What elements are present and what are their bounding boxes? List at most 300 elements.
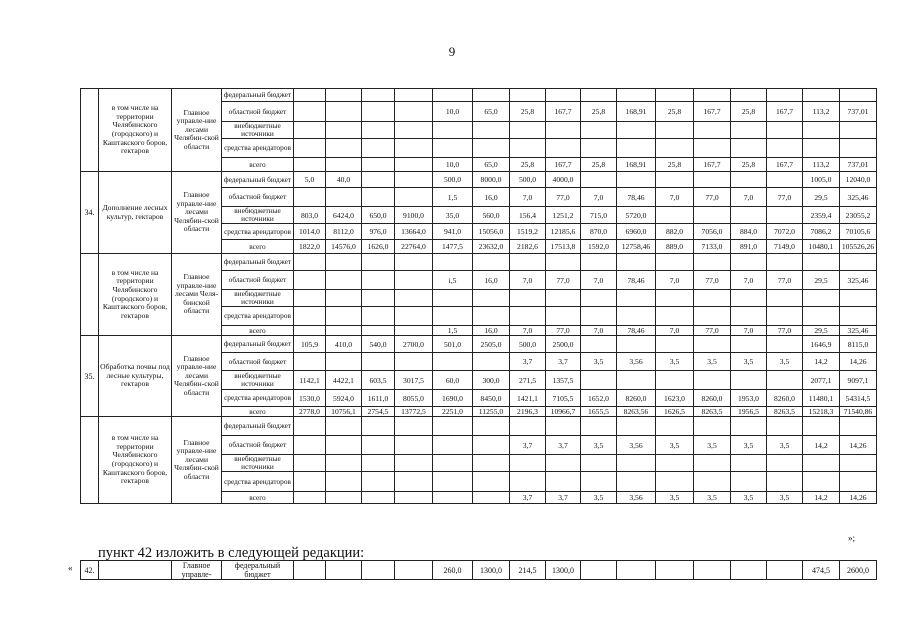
value-cell: 7,0 (656, 271, 694, 290)
value-cell: 8055,0 (395, 390, 433, 407)
value-cell (840, 254, 877, 271)
value-cell (581, 172, 617, 188)
value-cell: 78,46 (617, 188, 656, 207)
value-cell (840, 139, 877, 158)
value-cell: 14,26 (840, 492, 877, 504)
value-cell (326, 472, 362, 492)
value-cell: 7,0 (731, 271, 767, 290)
row-42-resp: Главное управле- (172, 561, 222, 580)
value-cell (546, 89, 581, 102)
value-cell: 8260,0 (694, 390, 731, 407)
value-cell (656, 336, 694, 353)
page-number: 9 (448, 44, 456, 59)
value-cell: 167,7 (694, 158, 731, 172)
amendment-note: пункт 42 изложить в следующей редакции: (98, 545, 365, 561)
value-cell: 7,0 (656, 188, 694, 207)
value-cell: 77,0 (694, 188, 731, 207)
value-cell (767, 122, 803, 139)
value-cell (767, 172, 803, 188)
value-cell (767, 417, 803, 436)
value-cell: 11480,1 (803, 390, 840, 407)
value-cell (294, 122, 326, 139)
responsible-body: Главное управле-ние лесами Челябин-ской области (172, 336, 222, 417)
value-cell: 113,2 (803, 158, 840, 172)
item-number: 34. (81, 172, 99, 254)
value-cell (617, 89, 656, 102)
row-42-cell (617, 561, 656, 580)
value-cell: 9100,0 (395, 207, 433, 224)
value-cell: 7149,0 (767, 240, 803, 254)
value-cell: 1251,2 (546, 207, 581, 224)
funding-source: внебюджетные источники (222, 455, 294, 472)
row-42-desc (99, 561, 172, 580)
value-cell (581, 417, 617, 436)
value-cell (694, 207, 731, 224)
value-cell (767, 254, 803, 271)
value-cell: 29,5 (803, 326, 840, 336)
value-cell: 5924,0 (326, 390, 362, 407)
value-cell: 7,0 (510, 271, 546, 290)
value-cell (294, 271, 326, 290)
value-cell (803, 290, 840, 307)
table-row (81, 417, 877, 436)
value-cell (473, 417, 510, 436)
value-cell (395, 472, 433, 492)
value-cell: 2196,3 (510, 407, 546, 417)
value-cell (510, 290, 546, 307)
value-cell (546, 254, 581, 271)
value-cell: 7133,0 (694, 240, 731, 254)
value-cell (694, 455, 731, 472)
value-cell: 6424,0 (326, 207, 362, 224)
value-cell: 941,0 (433, 224, 473, 240)
value-cell (326, 455, 362, 472)
value-cell (433, 89, 473, 102)
value-cell (326, 492, 362, 504)
value-cell (473, 139, 510, 158)
value-cell (395, 102, 433, 122)
value-cell (395, 436, 433, 455)
value-cell (433, 417, 473, 436)
value-cell (326, 158, 362, 172)
value-cell (581, 307, 617, 326)
value-cell (294, 436, 326, 455)
value-cell: 4000,0 (546, 172, 581, 188)
value-cell: 70105,6 (840, 224, 877, 240)
value-cell (294, 188, 326, 207)
value-cell: 77,0 (546, 326, 581, 336)
value-cell: 1,5 (433, 326, 473, 336)
item-number (81, 254, 99, 336)
value-cell: 1611,0 (362, 390, 395, 407)
value-cell: 501,0 (433, 336, 473, 353)
value-cell (617, 307, 656, 326)
value-cell (767, 472, 803, 492)
value-cell: 10966,7 (546, 407, 581, 417)
value-cell: 77,0 (546, 271, 581, 290)
value-cell (362, 307, 395, 326)
value-cell (362, 188, 395, 207)
value-cell (294, 492, 326, 504)
value-cell: 3,5 (694, 353, 731, 371)
value-cell: 77,0 (546, 188, 581, 207)
value-cell: 25,8 (581, 102, 617, 122)
value-cell (617, 336, 656, 353)
value-cell: 8115,0 (840, 336, 877, 353)
value-cell (803, 254, 840, 271)
value-cell (433, 472, 473, 492)
value-cell: 10756,1 (326, 407, 362, 417)
value-cell: 7,0 (510, 188, 546, 207)
value-cell (617, 472, 656, 492)
value-cell: 17513,8 (546, 240, 581, 254)
value-cell: 891,0 (731, 240, 767, 254)
value-cell: 15056,0 (473, 224, 510, 240)
funding-source: областной бюджет (222, 188, 294, 207)
value-cell: 7,0 (581, 188, 617, 207)
value-cell (473, 436, 510, 455)
value-cell (731, 89, 767, 102)
value-cell: 77,0 (767, 326, 803, 336)
value-cell (581, 290, 617, 307)
value-cell (362, 139, 395, 158)
value-cell: 3,5 (656, 436, 694, 455)
value-cell (840, 122, 877, 139)
value-cell: 300,0 (473, 371, 510, 390)
value-cell: 325,46 (840, 188, 877, 207)
funding-source: областной бюджет (222, 353, 294, 371)
value-cell (546, 307, 581, 326)
item-number (81, 89, 99, 172)
value-cell: 71540,86 (840, 407, 877, 417)
funding-source: всего (222, 492, 294, 504)
row-42-cell: 1300,0 (473, 561, 510, 580)
table-row (81, 89, 877, 102)
value-cell (581, 254, 617, 271)
value-cell (510, 89, 546, 102)
funding-source: средства арендаторов (222, 224, 294, 240)
value-cell: 2182,6 (510, 240, 546, 254)
value-cell: 168,91 (617, 102, 656, 122)
row-42-cell (656, 561, 694, 580)
value-cell (656, 89, 694, 102)
value-cell (510, 254, 546, 271)
value-cell (656, 122, 694, 139)
funding-source: всего (222, 240, 294, 254)
value-cell: 1005,0 (803, 172, 840, 188)
value-cell: 77,0 (694, 271, 731, 290)
value-cell: 78,46 (617, 326, 656, 336)
value-cell: 4422,1 (326, 371, 362, 390)
value-cell (840, 455, 877, 472)
value-cell (581, 472, 617, 492)
row-42-cell (395, 561, 433, 580)
value-cell (656, 207, 694, 224)
funding-source: всего (222, 407, 294, 417)
value-cell: 105,9 (294, 336, 326, 353)
value-cell (294, 290, 326, 307)
value-cell (546, 472, 581, 492)
funding-source: федеральный бюджет (222, 254, 294, 271)
value-cell (803, 122, 840, 139)
value-cell (433, 307, 473, 326)
value-cell (395, 158, 433, 172)
measure-description: в том числе на территории Челябинского (городского) и Каштакского боров, гектаров (99, 254, 172, 336)
value-cell: 1592,0 (581, 240, 617, 254)
value-cell (510, 139, 546, 158)
value-cell (326, 417, 362, 436)
value-cell (362, 326, 395, 336)
row-42-cell: 474,5 (803, 561, 840, 580)
value-cell (326, 89, 362, 102)
value-cell (362, 158, 395, 172)
item-number: 35. (81, 336, 99, 417)
value-cell (617, 254, 656, 271)
value-cell (546, 290, 581, 307)
value-cell: 25,8 (731, 158, 767, 172)
value-cell: 560,0 (473, 207, 510, 224)
value-cell: 3,7 (510, 492, 546, 504)
value-cell: 540,0 (362, 336, 395, 353)
value-cell (294, 472, 326, 492)
value-cell (395, 254, 433, 271)
value-cell: 25,8 (656, 102, 694, 122)
value-cell: 1142,1 (294, 371, 326, 390)
value-cell: 3,5 (581, 492, 617, 504)
value-cell: 803,0 (294, 207, 326, 224)
value-cell (546, 139, 581, 158)
value-cell (840, 307, 877, 326)
value-cell: 1652,0 (581, 390, 617, 407)
row-42-cell (581, 561, 617, 580)
value-cell (395, 290, 433, 307)
value-cell: 16,0 (473, 326, 510, 336)
value-cell (803, 472, 840, 492)
funding-source: областной бюджет (222, 436, 294, 455)
value-cell: 40,0 (326, 172, 362, 188)
value-cell: 3,5 (656, 353, 694, 371)
value-cell: 12040,0 (840, 172, 877, 188)
value-cell: 3,5 (581, 353, 617, 371)
value-cell (362, 89, 395, 102)
value-cell (767, 139, 803, 158)
value-cell (294, 158, 326, 172)
value-cell: 3,56 (617, 436, 656, 455)
value-cell (694, 371, 731, 390)
value-cell: 737,01 (840, 158, 877, 172)
value-cell (326, 353, 362, 371)
value-cell: 10,0 (433, 158, 473, 172)
value-cell: 25,8 (510, 102, 546, 122)
value-cell (840, 472, 877, 492)
value-cell (510, 472, 546, 492)
value-cell (510, 122, 546, 139)
funding-source: всего (222, 326, 294, 336)
value-cell (326, 254, 362, 271)
value-cell (694, 89, 731, 102)
value-cell (433, 139, 473, 158)
value-cell: 14576,0 (326, 240, 362, 254)
value-cell: 882,0 (656, 224, 694, 240)
value-cell: 2505,0 (473, 336, 510, 353)
value-cell: 25,8 (510, 158, 546, 172)
value-cell: 25,8 (656, 158, 694, 172)
value-cell (656, 172, 694, 188)
value-cell (473, 122, 510, 139)
value-cell: 14,26 (840, 436, 877, 455)
value-cell (395, 139, 433, 158)
value-cell: 14,26 (840, 353, 877, 371)
row-42-cell: 214,5 (510, 561, 546, 580)
value-cell: 168,91 (617, 158, 656, 172)
value-cell (294, 353, 326, 371)
value-cell (326, 139, 362, 158)
value-cell (840, 89, 877, 102)
value-cell: 14,2 (803, 353, 840, 371)
value-cell: 16,0 (473, 271, 510, 290)
value-cell: 7072,0 (767, 224, 803, 240)
value-cell (362, 254, 395, 271)
value-cell (326, 122, 362, 139)
value-cell (694, 139, 731, 158)
value-cell: 8263,56 (617, 407, 656, 417)
value-cell (473, 472, 510, 492)
value-cell: 7086,2 (803, 224, 840, 240)
value-cell (473, 290, 510, 307)
value-cell (395, 188, 433, 207)
value-cell: 167,7 (767, 102, 803, 122)
value-cell (395, 172, 433, 188)
value-cell (546, 417, 581, 436)
measure-description: Обработка почвы под лесные культуры, гектаров (99, 336, 172, 417)
value-cell (362, 472, 395, 492)
value-cell (731, 371, 767, 390)
value-cell: 25,8 (731, 102, 767, 122)
value-cell: 29,5 (803, 271, 840, 290)
value-cell (294, 139, 326, 158)
value-cell: 10,0 (433, 102, 473, 122)
responsible-body: Главное управле-ние лесами Челябин-ской области (172, 417, 222, 504)
value-cell (694, 307, 731, 326)
value-cell (803, 417, 840, 436)
value-cell (656, 254, 694, 271)
value-cell (767, 290, 803, 307)
value-cell (326, 102, 362, 122)
value-cell (694, 122, 731, 139)
value-cell: 1626,0 (362, 240, 395, 254)
value-cell: 1953,0 (731, 390, 767, 407)
row-42-cell (731, 561, 767, 580)
value-cell (731, 307, 767, 326)
value-cell (767, 336, 803, 353)
value-cell (581, 122, 617, 139)
value-cell: 884,0 (731, 224, 767, 240)
funding-source: областной бюджет (222, 102, 294, 122)
value-cell: 715,0 (581, 207, 617, 224)
value-cell: 13772,5 (395, 407, 433, 417)
value-cell (656, 472, 694, 492)
value-cell: 35,0 (433, 207, 473, 224)
value-cell: 1690,0 (433, 390, 473, 407)
value-cell (362, 417, 395, 436)
value-cell (395, 455, 433, 472)
value-cell (767, 371, 803, 390)
value-cell: 1357,5 (546, 371, 581, 390)
value-cell: 105526,26 (840, 240, 877, 254)
value-cell: 11255,0 (473, 407, 510, 417)
value-cell: 3,5 (767, 353, 803, 371)
value-cell (840, 417, 877, 436)
value-cell: 54314,5 (840, 390, 877, 407)
value-cell (731, 172, 767, 188)
value-cell: 2700,0 (395, 336, 433, 353)
row-42-cell (694, 561, 731, 580)
value-cell: 3,5 (767, 436, 803, 455)
value-cell: 7,0 (731, 326, 767, 336)
value-cell (294, 89, 326, 102)
value-cell: 3,56 (617, 492, 656, 504)
value-cell (294, 455, 326, 472)
table-row (81, 172, 877, 188)
value-cell: 16,0 (473, 188, 510, 207)
funding-source: средства арендаторов (222, 139, 294, 158)
value-cell: 7056,0 (694, 224, 731, 240)
value-cell: 77,0 (694, 326, 731, 336)
value-cell (473, 492, 510, 504)
value-cell (510, 455, 546, 472)
value-cell: 8000,0 (473, 172, 510, 188)
value-cell (617, 172, 656, 188)
item-number (81, 417, 99, 504)
value-cell (581, 139, 617, 158)
value-cell (326, 436, 362, 455)
value-cell (731, 290, 767, 307)
value-cell (326, 326, 362, 336)
value-cell: 325,46 (840, 326, 877, 336)
value-cell: 8260,0 (617, 390, 656, 407)
value-cell (731, 336, 767, 353)
row-42-cell: 260,0 (433, 561, 473, 580)
value-cell: 8263,5 (767, 407, 803, 417)
value-cell (510, 417, 546, 436)
value-cell: 65,0 (473, 158, 510, 172)
value-cell: 3,7 (546, 436, 581, 455)
value-cell (546, 455, 581, 472)
value-cell: i,5 (433, 271, 473, 290)
value-cell: 1014,0 (294, 224, 326, 240)
value-cell (731, 254, 767, 271)
value-cell: 15218,3 (803, 407, 840, 417)
funding-source: средства арендаторов (222, 307, 294, 326)
value-cell: 2754,5 (362, 407, 395, 417)
value-cell (326, 188, 362, 207)
value-cell: 77,0 (767, 188, 803, 207)
value-cell: 271,5 (510, 371, 546, 390)
value-cell: 3,7 (546, 492, 581, 504)
value-cell (433, 122, 473, 139)
closing-quote-mark: »; (848, 533, 856, 543)
value-cell (581, 336, 617, 353)
value-cell: 7105,5 (546, 390, 581, 407)
value-cell: 1,5 (433, 188, 473, 207)
value-cell (656, 139, 694, 158)
row-42 (81, 561, 877, 580)
value-cell (546, 122, 581, 139)
funding-source: федеральный бюджет (222, 417, 294, 436)
value-cell (395, 89, 433, 102)
value-cell: 1477,5 (433, 240, 473, 254)
value-cell: 2778,0 (294, 407, 326, 417)
